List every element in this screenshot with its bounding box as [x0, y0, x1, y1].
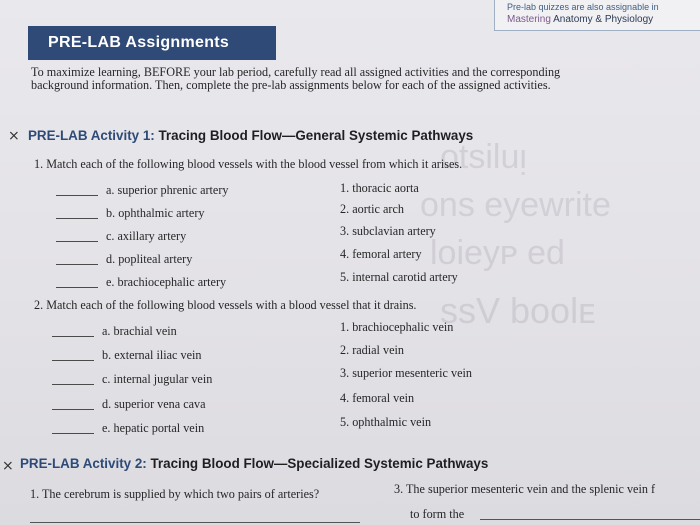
mastering-note-line1: Pre-lab quizzes are also assignable in [507, 2, 659, 12]
answer-blank[interactable] [30, 522, 360, 523]
match-row [52, 415, 612, 441]
answer-blank[interactable] [480, 519, 700, 520]
answer-blank[interactable] [56, 287, 98, 288]
activity2-prefix: PRE-LAB Activity 2: [20, 456, 147, 471]
answer-blank[interactable] [52, 433, 94, 434]
match-left-item: a. brachial vein [102, 324, 177, 338]
answer-blank[interactable] [56, 218, 98, 219]
match-right-item: 5. ophthalmic vein [340, 415, 432, 429]
intro-paragraph: To maximize learning, BEFORE your lab period, carefully read all assigned activities and the corresponding background information. Then, complete the pre-lab assignments below for each of the assigned activities. [31, 65, 561, 93]
activity1-header [28, 128, 473, 143]
mastering-note-line2 [507, 14, 653, 25]
match-row [52, 366, 612, 392]
match-right-item: 3. subclavian artery [340, 224, 436, 238]
bleed-through-text: ssV boolᴇ [440, 290, 596, 331]
answer-blank[interactable] [52, 409, 94, 410]
answer-blank[interactable] [56, 264, 98, 265]
match-right-item: 3. superior mesenteric vein [340, 366, 472, 380]
answer-blank[interactable] [56, 195, 98, 196]
mastering-note-rest: Anatomy & Physiology [550, 14, 654, 25]
match-left-item: c. axillary artery [106, 229, 187, 243]
activity1-prefix: PRE-LAB Activity 1: [28, 128, 155, 143]
match-row [56, 247, 616, 272]
match-right-item: 2. radial vein [340, 343, 404, 357]
answer-blank[interactable] [56, 241, 98, 242]
answer-blank[interactable] [52, 384, 94, 385]
activity1-q1-prompt: 1. Match each of the following blood vessels with the blood vessel from which it arises. [34, 157, 463, 171]
mastering-note [494, 0, 700, 31]
match-left-item: c. internal jugular vein [102, 372, 213, 386]
match-right-item: 1. brachiocephalic vein [340, 320, 454, 334]
activity2-q1-prompt: 1. The cerebrum is supplied by which two pairs of arteries? [30, 487, 320, 501]
match-left-item: b. external iliac vein [102, 348, 202, 362]
activity2-title: Tracing Blood Flow—Specialized Systemic Pathways [150, 456, 489, 471]
match-right-item: 1. thoracic aorta [340, 181, 419, 195]
match-left-item: d. popliteal artery [106, 252, 193, 266]
match-left-item: e. brachiocephalic artery [106, 275, 227, 289]
match-right-item: 5. internal carotid artery [340, 270, 458, 284]
section-banner: PRE-LAB Assignments [28, 26, 276, 60]
match-row [52, 391, 612, 417]
bleed-through-text: loieyᴩ ed [430, 234, 565, 272]
bleed-through-text: ons eyewrite [420, 186, 611, 224]
activity2-q3-prompt: 3. The superior mesenteric vein and the splenic vein f [394, 482, 656, 496]
activity1-title: Tracing Blood Flow—General Systemic Pathways [158, 128, 474, 143]
match-right-item: 2. aortic arch [340, 202, 404, 216]
bleed-through-text: otsiluᴉ [440, 138, 527, 176]
answer-blank[interactable] [52, 336, 94, 337]
pushpin-icon: ⨯ [2, 458, 14, 474]
match-row [52, 320, 612, 344]
match-row [52, 343, 612, 368]
match-right-item: 4. femoral vein [340, 391, 415, 405]
activity1-q2-prompt: 2. Match each of the following blood vessels with a blood vessel that it drains. [34, 298, 417, 312]
match-row [56, 224, 616, 249]
match-left-item: a. superior phrenic artery [106, 183, 229, 197]
mastering-brand: Mastering [507, 14, 551, 25]
match-left-item: b. ophthalmic artery [106, 206, 205, 220]
match-row [56, 183, 616, 203]
match-row [56, 270, 616, 295]
activity2-header [20, 456, 488, 471]
activity2-q3-line2: to form the [410, 507, 465, 521]
answer-blank[interactable] [52, 360, 94, 361]
match-left-item: e. hepatic portal vein [102, 421, 205, 435]
match-right-item: 4. femoral artery [340, 247, 422, 261]
pushpin-icon: ⨯ [8, 128, 20, 144]
match-left-item: d. superior vena cava [102, 397, 206, 411]
